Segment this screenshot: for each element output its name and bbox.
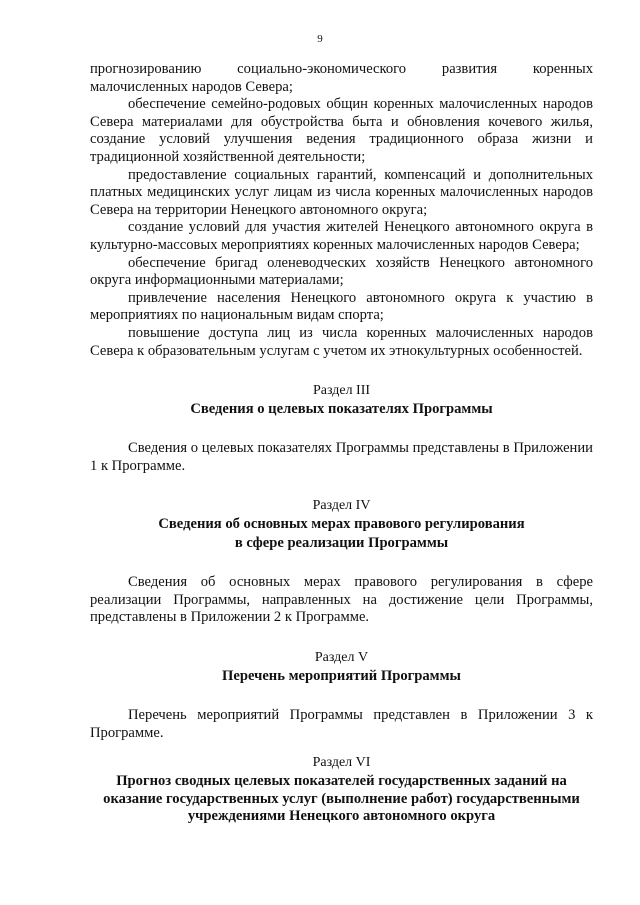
section-title: Прогноз сводных целевых показателей государственных заданий на <box>116 773 567 789</box>
document-body <box>90 61 593 826</box>
intro-paragraph: создание условий для участия жителей Ненецкого автономного округа в культурно-массовых мероприятиях коренных малочисленных народов Севера; <box>90 219 593 253</box>
page-number: 9 <box>317 33 323 45</box>
intro-paragraph: обеспечение семейно-родовых общин коренных малочисленных народов Севера материалами для обустройства быта и обновления кочевого жилья, создание условий улучшения ведения традиционного образа жизни и традиционной хозяйственной деятельности; <box>90 96 593 165</box>
section-number: Раздел IV <box>312 498 371 514</box>
section-title: оказание государственных услуг (выполнение работ) государственными <box>103 790 580 807</box>
section-title: в сфере реализации Программы <box>234 534 449 551</box>
section-title: учреждениями Ненецкого автономного округа <box>187 808 496 825</box>
section-body: Перечень мероприятий Программы представлен в Приложении 3 к Программе. <box>90 707 593 741</box>
section-number: Раздел V <box>314 650 369 666</box>
section-number: Раздел III <box>312 383 371 399</box>
intro-paragraph: повышение доступа лиц из числа коренных малочисленных народов Севера к образовательным услугам с учетом их этнокультурных особенностей. <box>90 324 593 359</box>
section-number: Раздел VI <box>312 755 371 771</box>
intro-paragraph: предоставление социальных гарантий, компенсаций и дополнительных платных медицинских услуг лицам из числа коренных малочисленных народов Севера на территории Ненецкого автономного округа; <box>90 166 593 218</box>
intro-paragraph: привлечение населения Ненецкого автономного округа к участию в мероприятиях по национальным видам спорта; <box>90 289 593 324</box>
section-title: Сведения об основных мерах правового регулирования <box>158 516 525 533</box>
intro-paragraph: обеспечение бригад оленеводческих хозяйств Ненецкого автономного округа информационными материалами; <box>90 254 593 289</box>
intro-paragraph: прогнозированию социально-экономического развития коренных малочисленных народов Севера; <box>90 61 593 95</box>
section-body: Сведения об основных мерах правового регулирования в сфере реализации Программы, направленных на достижение цели Программы, представлены в Приложении 2 к Программе. <box>90 574 593 626</box>
section-body: Сведения о целевых показателях Программы представлены в Приложении 1 к Программе. <box>90 440 593 474</box>
section-title: Перечень мероприятий Программы <box>222 667 461 684</box>
section-title: Сведения о целевых показателях Программы <box>190 400 493 417</box>
